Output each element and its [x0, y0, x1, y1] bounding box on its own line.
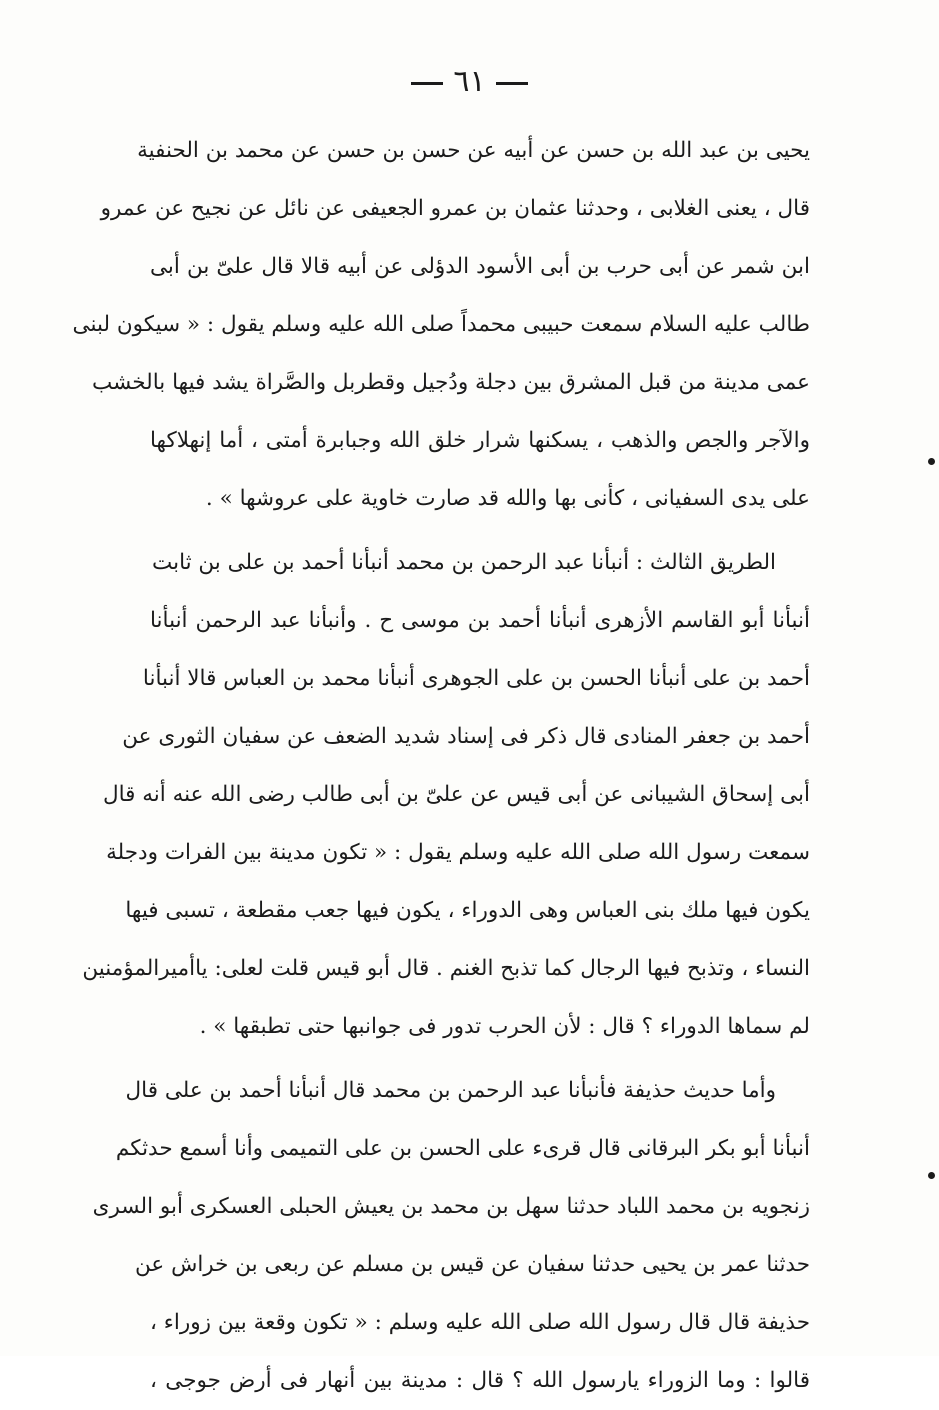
text-line: حذيفة قال قال رسول الله صلى الله عليه وسلم : « تكون وقعة بين زوراء ،	[150, 1310, 810, 1335]
header-dash-right	[496, 82, 528, 85]
text-line: يحيى بن عبد الله بن حسن عن أبيه عن حسن بن حسن عن محمد بن الحنفية	[137, 138, 810, 163]
text-line: عمى مدينة من قبل المشرق بين دجلة ودُجيل وقطربل والصَّراة يشد فيها بالخشب	[92, 370, 810, 395]
paragraph-3	[92, 1062, 810, 1410]
text-line: طالب عليه السلام سمعت حبيبى محمداً صلى الله عليه وسلم يقول : « سيكون لبنى	[72, 312, 810, 337]
text-line: الطريق الثالث : أنبأنا عبد الرحمن بن محمد أنبأنا أحمد بن على بن ثابت	[151, 550, 776, 575]
text-line: ابن شمر عن أبى حرب بن أبى الأسود الدؤلى عن أبيه قالا قال علىّ بن أبى	[150, 254, 810, 279]
page-number: ٦١	[453, 64, 486, 99]
text-line: أنبأنا أبو القاسم الأزهرى أنبأنا أحمد بن موسى ح . وأنبأنا عبد الرحمن أنبأنا	[150, 608, 810, 633]
text-line: حدثنا عمر بن يحيى حدثنا سفيان عن قيس بن مسلم عن ربعى بن خراش عن	[135, 1252, 810, 1277]
text-line: النساء ، وتذبح فيها الرجال كما تذبح الغنم . قال أبو قيس قلت لعلى: ياأميرالمؤمنين	[82, 956, 810, 981]
text-line: سمعت رسول الله صلى الله عليه وسلم يقول : « تكون مدينة بين الفرات ودجلة	[106, 840, 810, 865]
text-line: وأما حديث حذيفة فأنبأنا عبد الرحمن بن محمد قال أنبأنا أحمد بن على قال	[125, 1078, 776, 1103]
paragraph-2	[82, 534, 810, 1056]
header-dash-left	[411, 82, 443, 85]
text-line: والآجر والجص والذهب ، يسكنها شرار خلق الله وجبابرة أمتى ، أما إنهلاكها	[150, 428, 810, 453]
text-line: على يدى السفيانى ، كأنى بها والله قد صارت خاوية على عروشها » .	[205, 486, 810, 511]
text-line: أحمد بن على أنبأنا الحسن بن على الجوهرى أنبأنا محمد بن العباس قالا أنبأنا	[142, 666, 810, 691]
text-line: أحمد بن جعفر المنادى قال ذكر فى إسناد شديد الضعف عن سفيان الثورى عن	[122, 724, 810, 749]
text-line: زنجويه بن محمد اللباد حدثنا سهل بن محمد بن يعيش الحبلى العسكرى أبو السرى	[92, 1194, 810, 1219]
text-line: أبى إسحاق الشيبانى عن أبى قيس عن علىّ بن أبى طالب رضى الله عنه أنه قال	[103, 782, 810, 807]
text-line: أنبأنا أبو بكر البرقانى قال قرىء على الحسن بن على التميمى وأنا أسمع حدثكم	[115, 1136, 810, 1161]
paragraph-1	[72, 122, 810, 528]
body-text	[72, 122, 810, 1410]
text-line: لم سماها الدوراء ؟ قال : لأن الحرب تدور فى جوانبها حتى تطبقها » .	[199, 1014, 810, 1039]
page-header	[0, 62, 939, 102]
text-line: قالوا : وما الزوراء يارسول الله ؟ قال : مدينة بين أنهار فى أرض جوجى ،	[150, 1368, 810, 1393]
text-line: قال ، يعنى الغلابى ، وحدثنا عثمان بن عمرو الجعيفى عن نائل عن نجيح عن عمرو	[100, 196, 810, 221]
margin-mark	[928, 458, 935, 465]
margin-mark	[928, 1172, 935, 1179]
text-line: يكون فيها ملك بنى العباس وهى الدوراء ، يكون فيها جعب مقطعة ، تسبى فيها	[125, 898, 810, 923]
